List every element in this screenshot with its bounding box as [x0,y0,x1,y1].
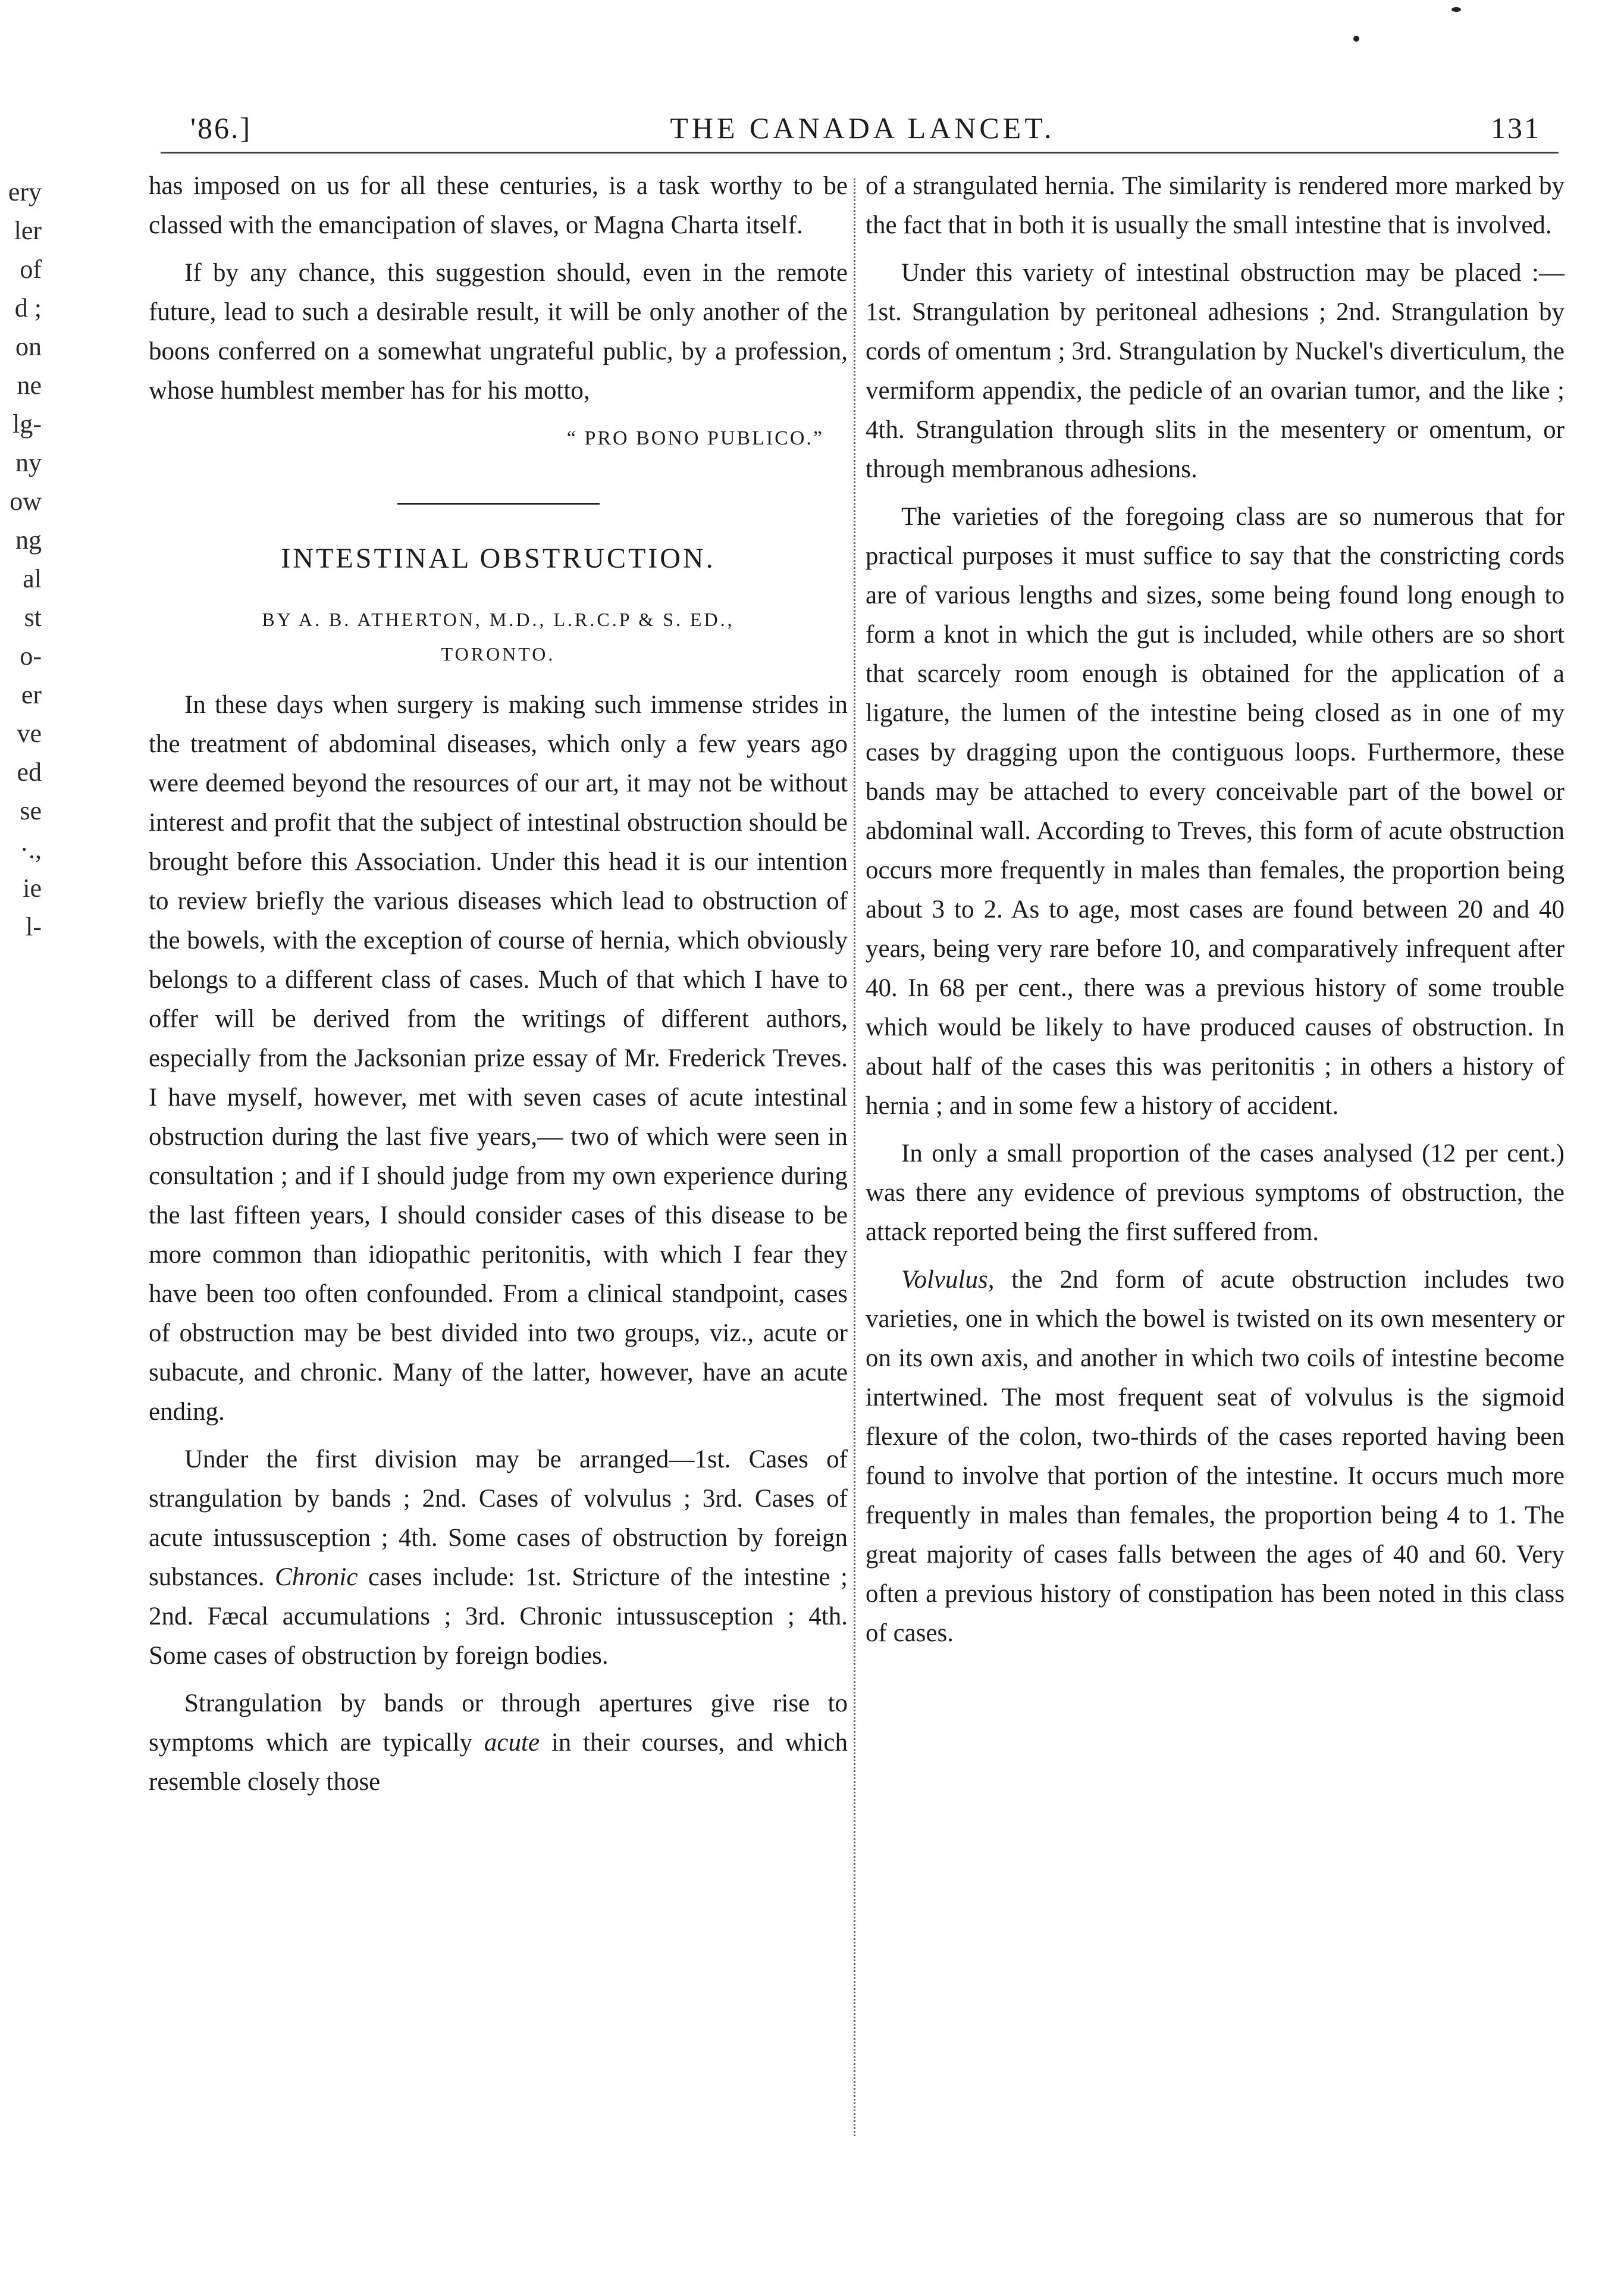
fragment: ny [15,448,42,477]
fragment: l- [26,912,42,941]
paragraph [149,1684,848,1802]
italic-term: Chronic [275,1563,358,1591]
fragment: ne [17,371,42,400]
paragraph: of a strangulated hernia. The similarity is rendered more marked by the fact that in both it is usually the small intestine that is involved. [866,172,1565,239]
byline [149,602,848,671]
running-header [178,107,1547,155]
fragment: al [23,564,42,593]
paragraph: has imposed on us for all these centuries, is a task worthy to be classed with the emancipation of slaves, or Magna Charta itself. [149,172,848,239]
paragraph: Under this variety of intestinal obstruction may be placed :—1st. Strangulation by peritoneal adhesions ; 2nd. Strangulation by cords of omentum ; 3rd. Strangulation by Nuckel's diverticulum, the vermiform appendix, the pedicle of an ovarian tumor, and the like ; 4th. Strangulation through slits in the mesentery or omentum, or through membranous adhesions. [866,259,1565,483]
ink-speck [1353,36,1359,42]
text-run: the 2nd form of acute obstruction includes two varieties, one in which the bowel is twisted on its own mesentery or on its own axis, and another in which two coils of intestine become intertwined. The most frequent seat of volvulus is the sigmoid flexure of the colon, two-thirds of the cases reported having been found to involve that portion of the intestine. It occurs much more frequently in males than females, the proportion being 4 to 1. The great majority of cases falls between the ages of 40 and 60. Very often a previous history of constipation has been noted in this class of cases. [866,1266,1565,1647]
header-rule [161,152,1559,154]
fragment: er [21,680,42,709]
fragment: ery [8,177,42,206]
signature: “ PRO BONO PUBLICO.” [566,427,824,449]
fragment: ie [23,874,42,903]
fragment: of [20,255,42,284]
fragment: se [20,796,42,825]
author-city: TORONTO. [441,643,556,665]
ink-speck [1451,7,1461,12]
fragment: on [15,332,42,361]
text-run: cases include: 1st. Stricture of the intestine ; 2nd. Fæcal accumulations ; 3rd. Chronic intussusception ; 4th. Some cases of obstruction by foreign bodies. [149,1563,848,1670]
fragment: ow [10,487,42,516]
right-column [866,167,1565,1661]
text-run: Under the first division may be arranged—1st. Cases of strangulation by bands ; 2nd. Cases of volvulus ; 3rd. Cases of acute intussusception ; 4th. Some cases of obstruction by foreign substances. [149,1445,848,1591]
facing-page-fragments [0,173,42,946]
text-run: in their courses, and which resemble closely those [149,1729,848,1796]
journal-title: THE CANADA LANCET. [670,111,1055,145]
fragment: d ; [14,293,42,323]
left-column [149,167,848,1810]
fragment: ed [17,758,42,787]
column-rule [854,179,855,2136]
paragraph: If by any chance, this suggestion should, even in the remote future, lead to such a desirable result, it will be only another of the boons conferred on a somewhat ungrateful public, by a profession, whose humblest member has for his motto, [149,259,848,405]
article-title: INTESTINAL OBSTRUCTION. [281,543,716,574]
issue-label: '86.] [190,111,252,145]
text-run: Strangulation by bands or through apertures give rise to symptoms which are typically [149,1689,848,1757]
paragraph: In these days when surgery is making such immense strides in the treatment of abdominal diseases, which only a few years ago were deemed beyond the resources of our art, it may not be without interest and profit that the subject of intestinal obstruction should be brought before this Association. Under this head it is our intention to review briefly the various diseases which lead to obstruction of the bowels, with the exception of course of hernia, which obviously belongs to a different class of cases. Much of that which I have to offer will be derived from the writings of different authors, especially from the Jacksonian prize essay of Mr. Frederick Treves. I have myself, however, met with seven cases of acute intestinal obstruction during the last five years,— two of which were seen in consultation ; and if I should judge from my own experience during the last fifteen years, I should consider cases of this disease to be more common than idiopathic peritonitis, with which I fear they have been too often confounded. From a clinical standpoint, cases of obstruction may be best divided into two groups, viz., acute or subacute, and chronic. Many of the latter, however, have an acute ending. [149,691,848,1426]
fragment: ve [17,719,42,748]
section-divider [149,482,848,521]
fragment: ng [15,525,42,555]
fragment: ler [14,216,42,245]
page-number: 131 [1491,111,1541,145]
paragraph: In only a small proportion of the cases analysed (12 per cent.) was there any evidence of previous symptoms of obstruction, the attack reported being the first suffered from. [866,1140,1565,1246]
fragment: ·., [20,835,42,864]
paragraph [149,1440,848,1676]
author-line: BY A. B. ATHERTON, M.D., L.R.C.P & S. ED., [262,609,735,630]
fragment: lg- [12,409,42,439]
fragment: o- [20,641,42,671]
paragraph [866,1260,1565,1653]
paragraph: The varieties of the foregoing class are so numerous that for practical purposes it must suffice to say that the constricting cords are of various lengths and sizes, some being found long enough to form a knot in which the gut is included, while others are so short that scarcely room enough is obtained for the application of a ligature, the lumen of the intestine being closed as in one of my cases by dragging upon the contiguous loops. Furthermore, these bands may be attached to every conceivable part of the bowel or abdominal wall. According to Treves, this form of acute obstruction occurs more frequently in males than females, the proportion being about 3 to 2. As to age, most cases are found between 20 and 40 years, being very rare before 10, and comparatively infrequent after 40. In 68 per cent., there was a previous history of some trouble which would be likely to have produced causes of obstruction. In about half of the cases this was peritonitis ; in others a history of hernia ; and in some few a history of accident. [866,503,1565,1120]
fragment: st [24,603,42,632]
italic-term: acute [484,1729,540,1757]
italic-term: Volvulus, [901,1266,995,1294]
